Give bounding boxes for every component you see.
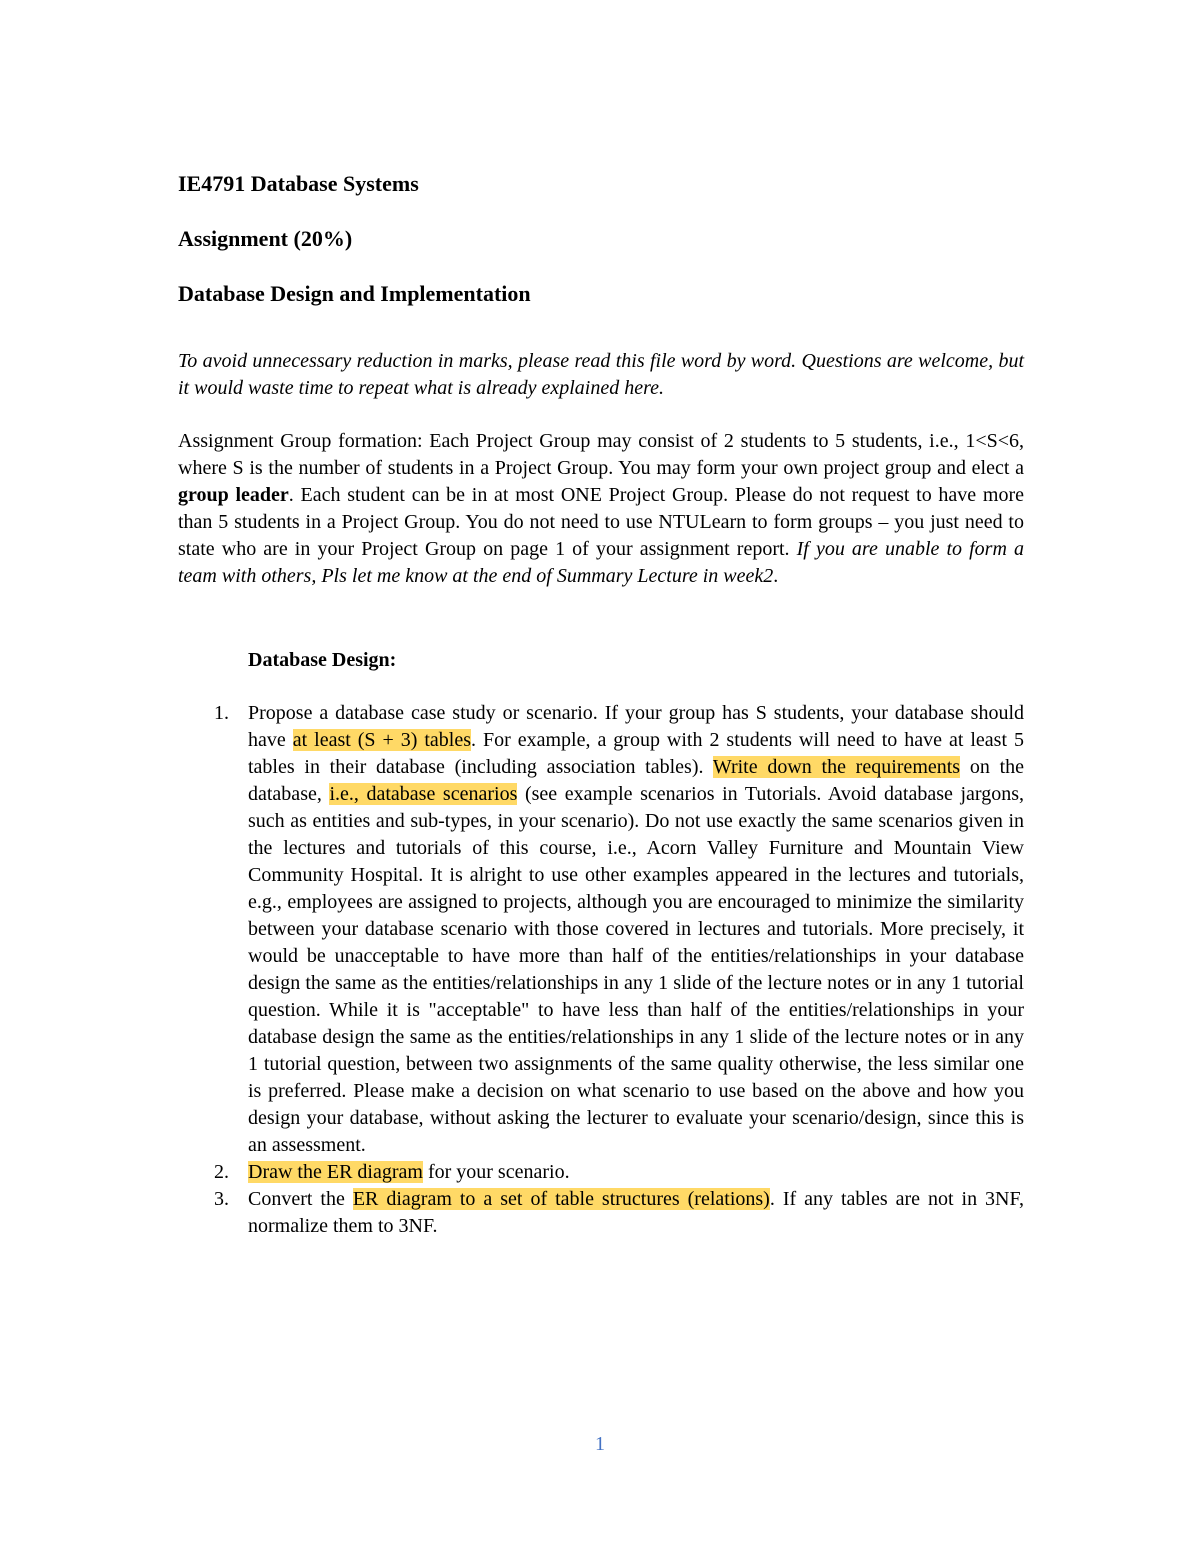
- section-heading: Database Design:: [248, 649, 397, 671]
- item-text: . For example, a group with 2 students will need to have at least 5 tables in their database (including association tables).: [248, 729, 1024, 778]
- list-item: [214, 700, 1024, 1159]
- group-formation-text-continued: . Each student can be in at most ONE Project Group. Please do not request to have more than 5 students in a Project Group. You do not need to use NTULearn to form groups – you just need to state who are in your Project Group on page 1 of your assignment report.: [178, 484, 1024, 560]
- list-number: 2.: [214, 1161, 229, 1183]
- group-formation-text: Assignment Group formation: Each Project Group may consist of 2 students to 5 students, i.e., 1<S<6, where S is the number of students in a Project Group. You may form your own project group and elect a: [178, 430, 1024, 479]
- item-text: Propose a database case study or scenario. If your group has S students, your database should have: [248, 702, 1024, 751]
- list-item: [214, 1159, 1024, 1186]
- topic-title: Database Design and Implementation: [178, 281, 531, 306]
- assignment-title: Assignment (20%): [178, 226, 353, 251]
- highlighted-text: Write down the requirements: [712, 756, 961, 778]
- item-text: Convert the: [248, 1188, 353, 1210]
- group-formation-end: .: [773, 565, 779, 587]
- highlighted-text: Draw the ER diagram: [248, 1161, 423, 1183]
- list-item: [214, 1186, 1025, 1240]
- group-formation-note: If you are unable to form a team with others, Pls let me know at the end of Summary Lecture in week2: [178, 538, 1024, 587]
- group-leader-term: group leader: [178, 484, 289, 506]
- page-number: 1: [595, 1433, 605, 1455]
- list-number: 1.: [214, 702, 229, 724]
- item-text: . If any tables are not in 3NF, normalize them to 3NF.: [248, 1188, 1025, 1237]
- item-text: (see example scenarios in Tutorials. Avoid database jargons, such as entities and sub-types, in your scenario). Do not use exactly the same scenarios given in the lectures and tutorials of this course, i.e., Acorn Valley Furniture and Mountain View Community Hospital. It is alright to use other examples appeared in the lectures and tutorials, e.g., employees are assigned to projects, although you are encouraged to minimize the similarity between your database scenario with those covered in lectures and tutorials. More precisely, it would be unacceptable to have more than half of the entities/relationships in your database design the same as the entities/relationships in any 1 slide of the lecture notes or in any 1 tutorial question. While it is "acceptable" to have less than half of the entities/relationships in your database design the same as the entities/relationships in any 1 slide of the lecture notes or in any 1 tutorial question, between two assignments of the same quality otherwise, the less similar one is preferred. Please make a decision on what scenario to use based on the above and how you design your database, without asking the lecturer to evaluate your scenario/design, since this is an assessment.: [248, 783, 1024, 1156]
- requirements-list: [214, 700, 1025, 1240]
- course-title: IE4791 Database Systems: [178, 171, 419, 196]
- group-formation-paragraph: [178, 428, 1024, 590]
- item-text: for your scenario.: [422, 1161, 570, 1183]
- highlighted-text: at least (S + 3) tables: [292, 729, 472, 751]
- highlighted-text: i.e., database scenarios: [329, 783, 518, 805]
- intro-note: To avoid unnecessary reduction in marks, please read this file word by word. Questions are welcome, but it would waste time to repeat what is already explained here.: [178, 350, 1024, 399]
- list-number: 3.: [214, 1188, 229, 1210]
- highlighted-text: ER diagram to a set of table structures (relations): [352, 1188, 770, 1210]
- item-text: on the database,: [248, 756, 1024, 805]
